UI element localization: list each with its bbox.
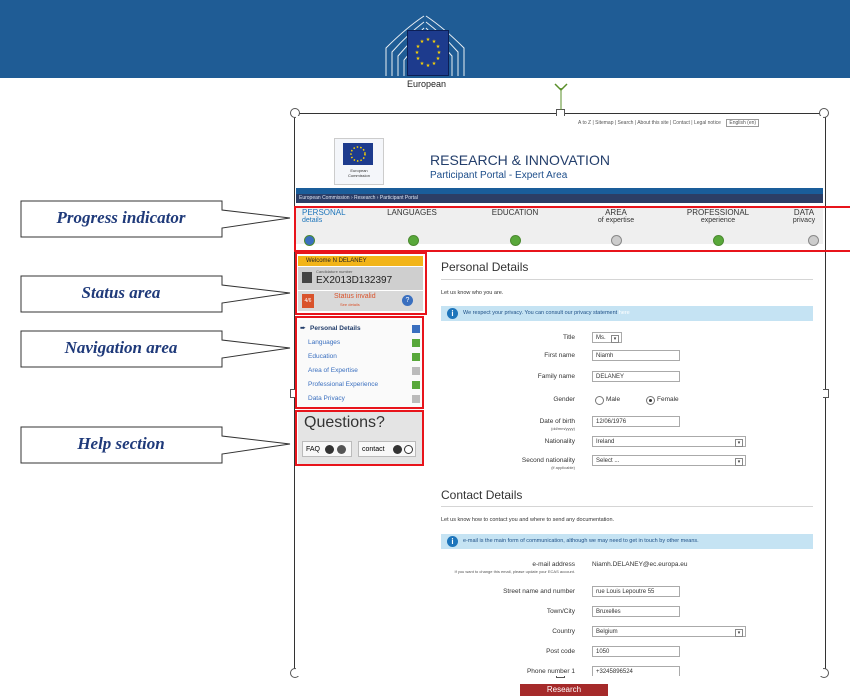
questions-title: Questions? <box>304 414 385 431</box>
divider <box>441 279 813 280</box>
info-icon: i <box>447 308 458 319</box>
research-tab: Research <box>520 684 608 696</box>
navigation-highlight-box <box>295 316 424 409</box>
country-select[interactable]: Belgium ▾ <box>592 626 746 637</box>
step-personal-details[interactable]: PERSONAL details <box>302 208 352 224</box>
breadcrumb[interactable]: European Commission › Research › Participant Portal <box>296 194 823 203</box>
divider <box>441 506 813 507</box>
help-icon[interactable]: ? <box>402 295 413 306</box>
contact-button[interactable]: contact <box>358 441 416 457</box>
svg-text:★: ★ <box>431 61 437 67</box>
portal-title: RESEARCH & INNOVATION <box>430 152 610 168</box>
step-data-privacy[interactable]: DATA privacy <box>786 208 822 224</box>
svg-text:★: ★ <box>419 61 425 67</box>
chevron-down-icon: ▾ <box>611 335 619 343</box>
personal-details-title: Personal Details <box>441 260 529 274</box>
svg-text:★: ★ <box>425 63 431 69</box>
chevron-down-icon: ▾ <box>735 629 743 637</box>
title-select[interactable]: Ms. ▾ <box>592 332 622 343</box>
svg-text:★: ★ <box>435 44 441 50</box>
privacy-info-bar: i We respect your privacy. You can consult our privacy statement here <box>441 306 813 321</box>
svg-text:★: ★ <box>414 50 420 56</box>
commission-logo: European Commission <box>334 138 384 185</box>
svg-text:★: ★ <box>425 37 431 43</box>
chevron-down-icon: ▾ <box>735 458 743 466</box>
town-field[interactable]: Bruxelles <box>592 606 680 617</box>
street-field[interactable]: rue Louis Lepoutre 55 <box>592 586 680 597</box>
nav-item-languages[interactable]: Languages <box>308 339 341 346</box>
status-text: Status invalid <box>334 293 376 300</box>
portal-screenshot: A to Z | Sitemap | Search | About this site | Contact | Legal notice English (en) European Commission RESEARCH & INNOVATION Participant Portal - Expert Area European Commission › Research › Participant Portal PERSONAL details LANGUAGES EDUCATION AREA of expertise PROFESSIONAL experience DATA privacy Welcome N DELANEY Candidature number EX2013D132397 4/6 Status invalid See details ? ➨ Personal Details Languages Education Area of Expertise Professional Experience Data Privacy Questions? FAQ contact Personal Details Let us know who you are. i We respect your privacy. You can consult our privacy statement here Title Ms. ▾ First name Niamh Family name DELANEY Gender Male Female Date of birth (dd/mm/yyyy) 12/06/1976 Nationality Ireland ▾ Second nationality (if applicable) Select ... ▾ Contact Details Let us know how to contact you and where to send any documentation. i e-mail is the main form of communication, although we may need to get in touch by other means. e-mail address If you want to change this email, please update your ECAS account. Niamh.DELANEY@ec.europa.eu Street name and number rue Louis Lepoutre 55 Town/City Bruxelles Country Belgium ▾ Post code 1050 Phone number 1 +3245896524 <box>296 116 823 676</box>
help-highlight-box <box>295 410 424 466</box>
family-name-field[interactable]: DELANEY <box>592 371 680 382</box>
language-select[interactable]: English (en) <box>726 119 759 127</box>
progress-count: 4/6 <box>302 294 314 308</box>
gender-male-radio[interactable] <box>595 396 604 405</box>
phone-field[interactable]: +3245896524 <box>592 666 680 676</box>
welcome-bar: Welcome N DELANEY <box>298 256 423 266</box>
eu-flag-icon <box>407 30 449 76</box>
email-info-bar: i e-mail is the main form of communication, although we may need to get in touch by other means. <box>441 534 813 549</box>
portal-subtitle: Participant Portal - Expert Area <box>430 170 568 181</box>
svg-text:★: ★ <box>419 39 425 45</box>
nav-item-education[interactable]: Education <box>308 353 337 360</box>
gender-female-radio[interactable] <box>646 396 655 405</box>
email-value: Niamh.DELANEY@ec.europa.eu <box>592 561 688 568</box>
eu-caption: European <box>407 79 447 89</box>
post-code-field[interactable]: 1050 <box>592 646 680 657</box>
date-of-birth-field[interactable]: 12/06/1976 <box>592 416 680 427</box>
nav-item-area-of-expertise[interactable]: Area of Expertise <box>308 367 358 374</box>
step-education[interactable]: EDUCATION <box>490 208 540 217</box>
second-nationality-select[interactable]: Select ... ▾ <box>592 455 746 466</box>
rotate-handle-icon[interactable] <box>552 82 570 110</box>
svg-text:★: ★ <box>435 56 441 62</box>
status-details-link[interactable]: See details <box>340 302 360 307</box>
svg-text:★: ★ <box>431 39 437 45</box>
arrow-right-icon: ➨ <box>300 325 306 332</box>
privacy-link[interactable]: here <box>618 310 630 316</box>
nav-item-professional-experience[interactable]: Professional Experience <box>308 381 379 388</box>
step-area-of-expertise[interactable]: AREA of expertise <box>586 208 646 224</box>
svg-text:★: ★ <box>415 44 421 50</box>
progress-highlight-box <box>294 206 850 252</box>
step-languages[interactable]: LANGUAGES <box>384 208 440 217</box>
nav-item-personal-details[interactable]: Personal Details <box>310 325 361 332</box>
nationality-select[interactable]: Ireland ▾ <box>592 436 746 447</box>
info-icon: i <box>447 536 458 547</box>
candidature-box: Candidature number EX2013D132397 <box>298 267 423 290</box>
svg-text:★: ★ <box>436 50 442 56</box>
faq-button[interactable]: FAQ <box>302 441 352 457</box>
nav-item-data-privacy[interactable]: Data Privacy <box>308 395 345 402</box>
first-name-field[interactable]: Niamh <box>592 350 680 361</box>
contact-details-title: Contact Details <box>441 488 523 502</box>
chevron-down-icon: ▾ <box>735 439 743 447</box>
svg-text:★: ★ <box>415 56 421 62</box>
top-utility-links[interactable]: A to Z | Sitemap | Search | About this site | Contact | Legal notice English (en) <box>578 119 759 127</box>
step-professional-experience[interactable]: PROFESSIONAL experience <box>686 208 750 224</box>
candidature-number: EX2013D132397 <box>316 275 393 286</box>
eu-flag-icon <box>343 143 373 165</box>
status-highlight-box <box>295 252 427 315</box>
